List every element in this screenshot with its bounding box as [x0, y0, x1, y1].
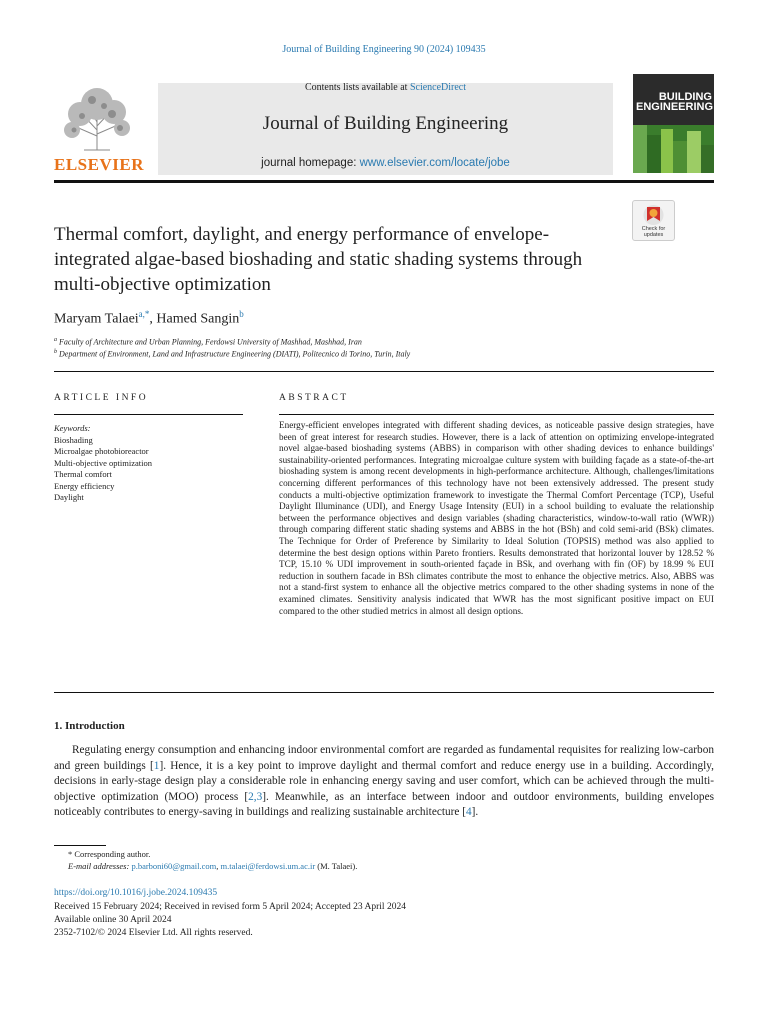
intro-text-part: ].	[471, 806, 479, 819]
author-affiliation-marker[interactable]	[139, 309, 150, 319]
section-divider	[54, 692, 714, 693]
affiliation-b-text: Department of Environment, Land and Infrastructure Engineering (DIATI), Politecnico di Torino, Turin, Italy	[59, 349, 411, 359]
keyword-item: Energy efficiency	[54, 480, 115, 491]
contents-prefix: Contents lists available at	[304, 82, 410, 93]
received-dates: Received 15 February 2024; Received in revised form 5 April 2024; Accepted 23 April 2024	[54, 902, 406, 912]
keyword-item: Bioshading	[54, 434, 93, 445]
journal-reference-link[interactable]: Journal of Building Engineering 90 (2024) 109435	[282, 44, 486, 55]
email-label: E-mail addresses:	[68, 861, 130, 871]
elsevier-wordmark: ELSEVIER	[54, 155, 144, 174]
crossmark-label	[633, 226, 674, 238]
intro-text-part: ]. Hence, it is a key point to improve daylight and thermal comfort and reduce energy use in a building. Accordingly, decisions in early-stage design play a considerable role in enhancing energy saving and user comfort, which can be achieved through the multi-objective optimization (MOO) process [	[54, 759, 715, 803]
sciencedirect-link[interactable]: ScienceDirect	[409, 82, 467, 93]
section-divider	[54, 371, 714, 372]
issn-copyright: 2352-7102/© 2024 Elsevier Ltd. All rights reserved.	[54, 928, 253, 938]
keyword-item: Microalgae photobioreactor	[54, 446, 149, 456]
author-separator: ,	[149, 311, 157, 327]
affiliation-b-ref[interactable]: b	[239, 309, 244, 319]
crossmark-label-line-1: Check for	[641, 226, 666, 232]
journal-cover-image[interactable]	[633, 74, 714, 173]
homepage-prefix: journal homepage:	[261, 157, 360, 169]
contents-line	[158, 82, 613, 93]
article-info-divider	[54, 414, 243, 415]
journal-homepage-line	[158, 157, 613, 169]
affiliation-b	[54, 349, 410, 359]
cover-graphic	[633, 125, 714, 173]
keywords-label: Keywords:	[54, 423, 91, 433]
author-list	[54, 309, 244, 328]
abstract-text: Energy-efficient envelopes integrated with different shading devices, as noticeable passive design strategies, have been of great interest for research studies. However, there is a lack of attention on optimizing envelope-integrated novel algae-based bioshading systems (ABBS) in comparison with other shading devices to enhance buildings' sustainability-oriented performances. Integrating microalgae culture system with building façade as a state-of-the-art bioshading system is among recent developments in high-performance architecture. Although, challenges/limitations concerning different performances of this technology have not been extensively addressed. The present study conducts a multi-objective optimization framework to investigate the Thermal Comfort Percentage (TCP), Useful Daylight Illuminance (UDI), and Energy Usage Intensity (EUI) in a school building to evaluate the relationship between the performance objectives and design variables (shading characteristics, window-to-wall ratio (WWR)) through comparing different static shading systems and ABBS in the hot (BSh) and cold semi-arid (BSk) climates. The Technique for Order of Preference by Similarity to Ideal Solution (TOPSIS) method was also applied to determine the best design options within Pareto frontiers. Results demonstrated that horizontal louver by 128.52 % TCP, 15.10 % UDI improvement in south-oriented façade in BSk, and overhang with fin (OF) by 18.99 % EUI reduction in southern facade in BSh climates contribute the most to enhance the objective metrics. Also, ABBS was not a stand-first system to enhance all the objective metrics compared to the other shading systems in none of the examined climates. Sensitivity analysis indicated that WWR has the most significant positive impact on EUI compared to the other studied metrics in almost all design options.	[279, 420, 714, 616]
intro-text-part: ]. Meanwhile, as an interface between indoor and outdoor environments, building envelopes noticeably contributes to energy-saving in buildings and realizing sustainable architecture [	[54, 790, 714, 819]
article-title: Thermal comfort, daylight, and energy performance of envelope-integrated algae-based bioshading and static shading systems through multi-objective optimization	[54, 224, 583, 295]
keyword-item: Daylight	[54, 492, 84, 502]
header-divider	[54, 180, 714, 183]
crossmark-label-line-2: updates	[643, 232, 664, 238]
doi-link[interactable]: https://doi.org/10.1016/j.jobe.2024.109435	[54, 888, 218, 898]
citation-link[interactable]: 1	[153, 759, 160, 772]
affiliation-a	[54, 337, 362, 347]
check-for-updates-button[interactable]	[632, 200, 675, 241]
journal-homepage-link[interactable]: www.elsevier.com/locate/jobe	[359, 157, 510, 169]
email-addresses-note	[68, 861, 357, 871]
author-name[interactable]: Hamed Sangin	[156, 311, 240, 327]
cover-title-line-1: BUILDING	[658, 91, 712, 103]
introduction-heading: 1. Introduction	[54, 720, 125, 732]
available-online-date: Available online 30 April 2024	[54, 915, 172, 925]
introduction-paragraph	[54, 743, 714, 821]
cover-title	[636, 92, 712, 112]
corresponding-author-marker[interactable]: *	[144, 309, 150, 319]
citation-link[interactable]: 4	[466, 806, 472, 819]
footnote-divider	[54, 845, 106, 846]
affiliation-a-text: Faculty of Architecture and Urban Planning, Ferdowsi University of Mashhad, Mashhad, Iran	[59, 337, 362, 347]
cover-title-line-2: ENGINEERING	[636, 101, 714, 113]
journal-title: Journal of Building Engineering	[262, 113, 509, 134]
email-separator: ,	[216, 861, 221, 871]
affiliation-a-ref[interactable]: a,	[138, 309, 145, 319]
article-info-heading: ARTICLE INFO	[54, 393, 149, 403]
email-link[interactable]: m.talaei@ferdowsi.um.ac.ir	[220, 861, 316, 871]
affiliation-a-mark: a	[54, 337, 57, 343]
citation-link[interactable]: 2,3	[248, 790, 263, 803]
keywords-list	[54, 423, 152, 504]
author-name[interactable]: Maryam Talaei	[54, 311, 139, 327]
email-link[interactable]: p.barboni60@gmail.com	[131, 861, 217, 871]
affiliation-b-mark: b	[54, 349, 57, 355]
keyword-item: Multi-objective optimization	[54, 457, 152, 468]
intro-text-part: Regulating energy consumption and enhancing indoor environmental comfort are regarded as fundamental requisites for realizing low-carbon and green buildings [	[54, 744, 714, 772]
abstract-heading: ABSTRACT	[279, 393, 349, 403]
keyword-item: Thermal comfort	[54, 469, 112, 479]
email-suffix: (M. Talaei).	[315, 861, 358, 871]
abstract-divider	[279, 414, 714, 415]
corresponding-author-note: * Corresponding author.	[68, 849, 151, 859]
